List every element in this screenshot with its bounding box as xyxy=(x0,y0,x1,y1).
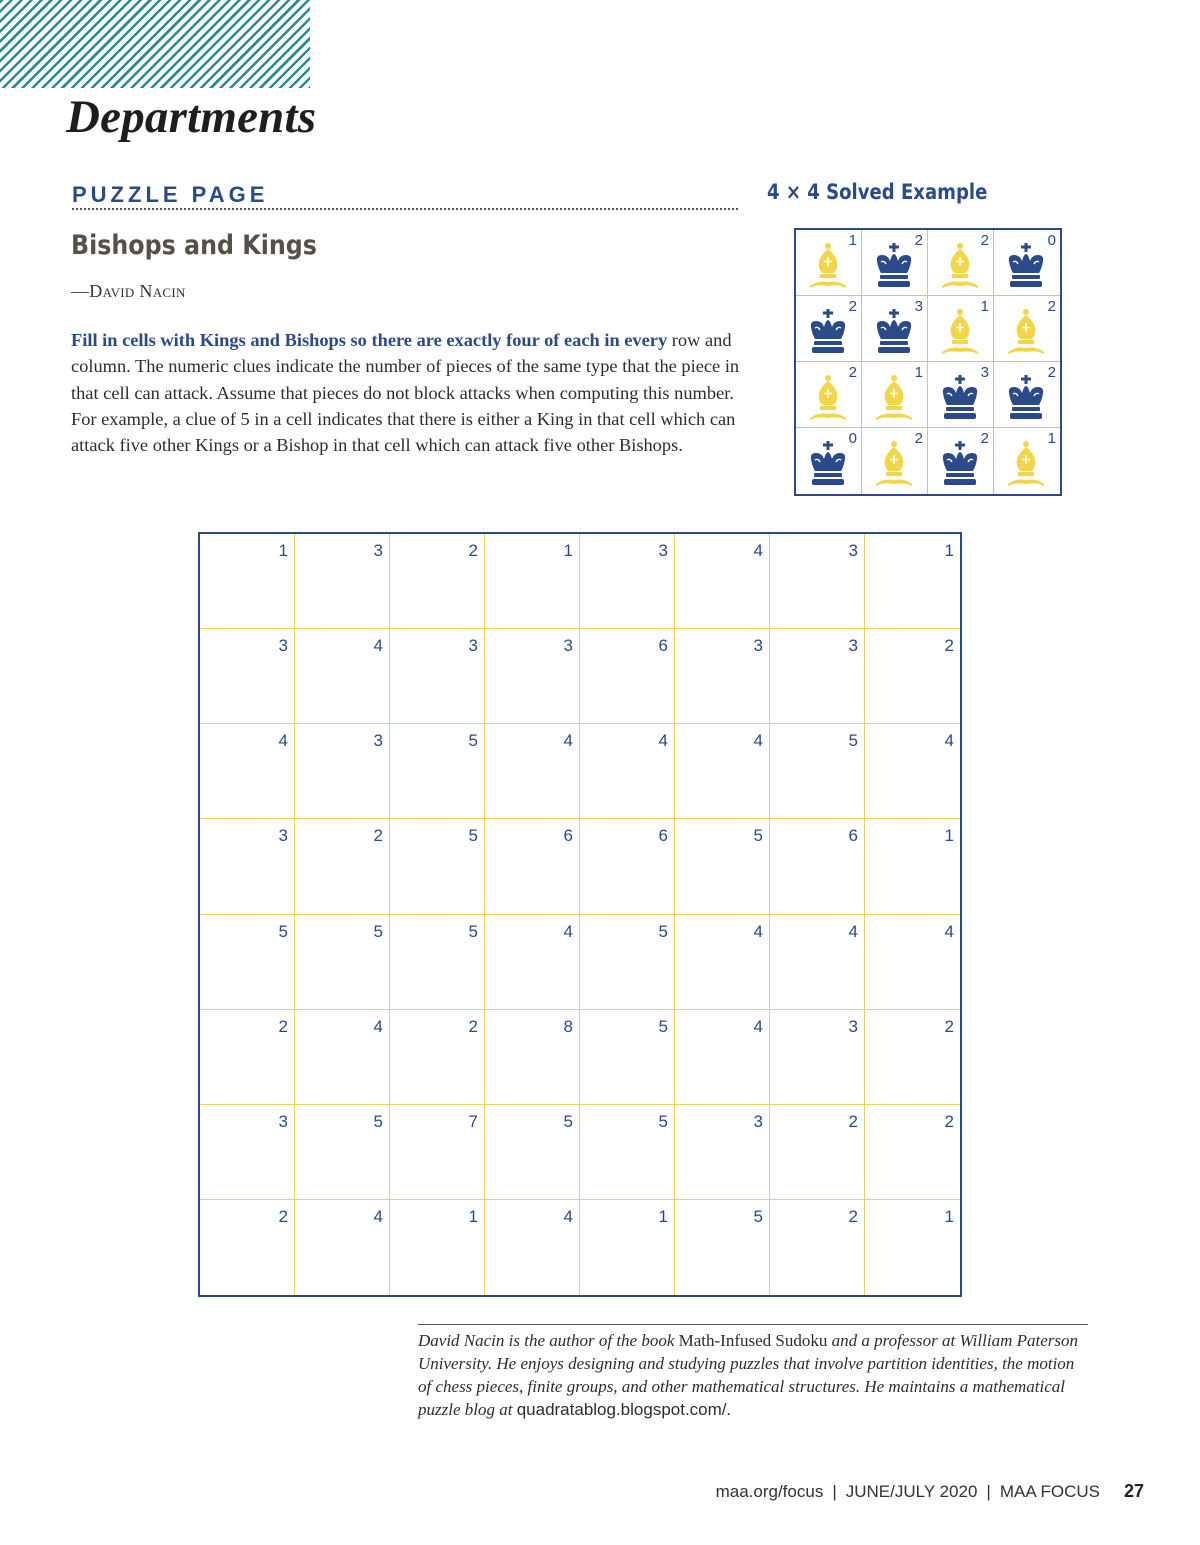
intro-body: row and column. The numeric clues indicate the number of pieces of the same type that the piece in that cell can attack. Assume that pieces do not block attacks when computing this number. For example, a clue of 5 in a cell indicates that there is either a King in that cell which can attack five other Kings or a Bishop in that cell which can attack five other Bishops. xyxy=(71,330,740,456)
puzzle-cell[interactable] xyxy=(295,1200,390,1295)
bio-text-1: David Nacin is the author of the book xyxy=(418,1331,679,1350)
example-clue: 1 xyxy=(980,298,989,315)
puzzle-clue: 1 xyxy=(944,826,954,846)
example-clue: 2 xyxy=(980,430,989,447)
puzzle-clue: 2 xyxy=(278,1206,288,1226)
puzzle-cell[interactable] xyxy=(485,629,580,724)
puzzle-clue: 2 xyxy=(468,541,478,560)
puzzle-clue: 2 xyxy=(468,1016,478,1036)
king-icon xyxy=(872,308,916,356)
puzzle-cell[interactable] xyxy=(485,1200,580,1295)
bishop-icon xyxy=(872,440,916,488)
puzzle-clue: 4 xyxy=(753,541,763,560)
puzzle-clue: 5 xyxy=(563,1111,573,1131)
puzzle-clue: 2 xyxy=(278,1016,288,1036)
puzzle-cell[interactable] xyxy=(675,1200,770,1295)
puzzle-cell[interactable] xyxy=(865,819,960,914)
puzzle-cell[interactable] xyxy=(865,915,960,1010)
puzzle-clue: 2 xyxy=(848,1206,858,1226)
example-title: 4 × 4 Solved Example xyxy=(767,180,988,204)
puzzle-cell[interactable] xyxy=(390,629,485,724)
puzzle-clue: 2 xyxy=(944,1016,954,1036)
puzzle-cell[interactable] xyxy=(675,534,770,629)
footer-site[interactable]: maa.org/focus xyxy=(715,1481,824,1501)
puzzle-clue: 3 xyxy=(373,731,383,751)
example-clue: 2 xyxy=(848,298,857,315)
bio-text-2: and a professor at William Paterson University. He enjoys designing and studying puzzles that involve partition identities, the motion of chess pieces, finite groups, and other mathematical structures. He maintains a mathematical puzzle blog at xyxy=(418,1331,1078,1419)
puzzle-clue: 4 xyxy=(658,731,668,751)
puzzle-clue: 3 xyxy=(848,636,858,656)
puzzle-clue: 5 xyxy=(658,1016,668,1036)
intro-lead: Fill in cells with Kings and Bishops so there are exactly four of each in every xyxy=(71,330,668,350)
footer-magazine: MAA FOCUS xyxy=(999,1481,1100,1501)
example-cell xyxy=(994,296,1060,362)
puzzle-cell[interactable] xyxy=(485,1010,580,1105)
puzzle-cell[interactable] xyxy=(865,724,960,819)
puzzle-clue: 3 xyxy=(658,541,668,560)
puzzle-cell[interactable] xyxy=(675,915,770,1010)
byline: —David Nacin xyxy=(71,281,186,301)
puzzle-clue: 4 xyxy=(278,731,288,751)
puzzle-clue: 1 xyxy=(658,1206,668,1226)
puzzle-clue: 2 xyxy=(944,1111,954,1131)
king-icon xyxy=(938,440,982,488)
king-icon xyxy=(806,440,850,488)
puzzle-cell[interactable] xyxy=(770,915,865,1010)
puzzle-clue: 5 xyxy=(753,1206,763,1226)
example-clue: 3 xyxy=(980,364,989,381)
puzzle-clue: 5 xyxy=(468,731,478,751)
example-clue: 2 xyxy=(914,232,923,249)
footer-date: JUNE/JULY 2020 xyxy=(845,1481,978,1501)
puzzle-clue: 7 xyxy=(468,1111,478,1131)
puzzle-cell[interactable] xyxy=(770,724,865,819)
puzzle-cell[interactable] xyxy=(485,819,580,914)
puzzle-cell[interactable] xyxy=(295,819,390,914)
puzzle-clue: 5 xyxy=(658,1111,668,1131)
example-cell xyxy=(862,296,928,362)
puzzle-clue: 4 xyxy=(563,731,573,751)
puzzle-cell[interactable] xyxy=(770,534,865,629)
puzzle-cell[interactable] xyxy=(295,915,390,1010)
example-clue: 3 xyxy=(914,298,923,315)
puzzle-clue: 5 xyxy=(278,921,288,941)
bishop-icon xyxy=(1004,440,1048,488)
king-icon xyxy=(872,242,916,290)
example-cell xyxy=(796,362,862,428)
puzzle-cell[interactable] xyxy=(580,1200,675,1295)
puzzle-clue: 6 xyxy=(563,826,573,846)
puzzle-cell[interactable] xyxy=(865,1200,960,1295)
puzzle-cell[interactable] xyxy=(675,1010,770,1105)
bio-end: . xyxy=(726,1400,731,1419)
example-cell xyxy=(928,428,994,494)
example-cell xyxy=(862,428,928,494)
bishop-icon xyxy=(872,374,916,422)
article-title: Bishops and Kings xyxy=(71,230,317,261)
puzzle-clue: 2 xyxy=(373,826,383,846)
section-label: PUZZLE PAGE xyxy=(72,182,738,210)
puzzle-clue: 5 xyxy=(753,826,763,846)
example-clue: 0 xyxy=(1047,232,1056,249)
puzzle-clue: 3 xyxy=(848,1016,858,1036)
puzzle-cell[interactable] xyxy=(200,1200,295,1295)
puzzle-clue: 5 xyxy=(658,921,668,941)
puzzle-cell[interactable] xyxy=(865,534,960,629)
puzzle-clue: 3 xyxy=(563,636,573,656)
puzzle-cell[interactable] xyxy=(200,1010,295,1105)
puzzle-cell[interactable] xyxy=(865,1105,960,1200)
example-cell xyxy=(796,296,862,362)
puzzle-clue: 4 xyxy=(373,636,383,656)
king-icon xyxy=(938,374,982,422)
puzzle-clue: 5 xyxy=(848,731,858,751)
puzzle-clue: 2 xyxy=(848,1111,858,1131)
example-clue: 1 xyxy=(1047,430,1056,447)
king-icon xyxy=(1004,242,1048,290)
puzzle-cell[interactable] xyxy=(200,819,295,914)
example-cell xyxy=(862,230,928,296)
author-bio xyxy=(418,1324,1088,1421)
puzzle-cell[interactable] xyxy=(390,1010,485,1105)
puzzle-cell[interactable] xyxy=(675,629,770,724)
puzzle-cell[interactable] xyxy=(770,629,865,724)
puzzle-cell[interactable] xyxy=(865,1010,960,1105)
example-clue: 2 xyxy=(980,232,989,249)
puzzle-cell[interactable] xyxy=(675,1105,770,1200)
puzzle-cell[interactable] xyxy=(390,1200,485,1295)
puzzle-cell[interactable] xyxy=(580,915,675,1010)
puzzle-cell[interactable] xyxy=(770,819,865,914)
puzzle-cell[interactable] xyxy=(485,534,580,629)
example-clue: 1 xyxy=(848,232,857,249)
puzzle-clue: 3 xyxy=(278,826,288,846)
puzzle-clue: 3 xyxy=(753,1111,763,1131)
puzzle-clue: 2 xyxy=(944,636,954,656)
puzzle-clue: 3 xyxy=(278,636,288,656)
example-cell xyxy=(994,362,1060,428)
puzzle-cell[interactable] xyxy=(485,915,580,1010)
bishop-icon xyxy=(806,242,850,290)
example-clue: 2 xyxy=(1047,298,1056,315)
puzzle-cell[interactable] xyxy=(390,534,485,629)
puzzle-clue: 4 xyxy=(848,921,858,941)
puzzle-cell[interactable] xyxy=(485,724,580,819)
puzzle-clue: 4 xyxy=(944,921,954,941)
puzzle-clue: 1 xyxy=(944,1206,954,1226)
puzzle-cell[interactable] xyxy=(295,1105,390,1200)
example-cell xyxy=(928,362,994,428)
bio-blog-link[interactable]: quadratablog.blogspot.com/ xyxy=(516,1400,727,1419)
puzzle-cell[interactable] xyxy=(390,724,485,819)
example-cell xyxy=(796,428,862,494)
puzzle-clue: 3 xyxy=(278,1111,288,1131)
king-icon xyxy=(1004,374,1048,422)
puzzle-clue: 4 xyxy=(563,921,573,941)
puzzle-cell[interactable] xyxy=(200,629,295,724)
intro-paragraph xyxy=(71,327,751,458)
puzzle-clue: 3 xyxy=(373,541,383,560)
puzzle-clue: 1 xyxy=(944,541,954,560)
puzzle-cell[interactable] xyxy=(580,819,675,914)
puzzle-clue: 1 xyxy=(563,541,573,560)
puzzle-clue: 6 xyxy=(848,826,858,846)
puzzle-clue: 5 xyxy=(468,921,478,941)
puzzle-clue: 8 xyxy=(563,1016,573,1036)
bishop-icon xyxy=(938,308,982,356)
puzzle-cell[interactable] xyxy=(580,629,675,724)
example-cell xyxy=(994,428,1060,494)
example-clue: 2 xyxy=(848,364,857,381)
puzzle-clue: 5 xyxy=(468,826,478,846)
page-footer xyxy=(716,1481,1144,1502)
puzzle-cell[interactable] xyxy=(295,534,390,629)
example-grid xyxy=(794,228,1062,496)
bio-book-title: Math-Infused Sudoku xyxy=(678,1331,828,1350)
puzzle-cell[interactable] xyxy=(580,724,675,819)
puzzle-clue: 4 xyxy=(944,731,954,751)
puzzle-clue: 3 xyxy=(848,541,858,560)
example-cell xyxy=(928,296,994,362)
puzzle-cell[interactable] xyxy=(675,819,770,914)
puzzle-cell[interactable] xyxy=(770,1105,865,1200)
example-cell xyxy=(796,230,862,296)
puzzle-clue: 5 xyxy=(373,921,383,941)
puzzle-clue: 5 xyxy=(373,1111,383,1131)
puzzle-clue: 1 xyxy=(278,541,288,560)
puzzle-clue: 6 xyxy=(658,636,668,656)
puzzle-clue: 4 xyxy=(563,1206,573,1226)
puzzle-cell[interactable] xyxy=(200,915,295,1010)
example-clue: 1 xyxy=(914,364,923,381)
bishop-icon xyxy=(1004,308,1048,356)
example-cell xyxy=(862,362,928,428)
puzzle-cell[interactable] xyxy=(865,629,960,724)
puzzle-cell[interactable] xyxy=(580,1010,675,1105)
puzzle-cell[interactable] xyxy=(675,724,770,819)
puzzle-clue: 3 xyxy=(468,636,478,656)
king-icon xyxy=(806,308,850,356)
footer-separator: | xyxy=(986,1481,991,1501)
puzzle-cell[interactable] xyxy=(390,915,485,1010)
puzzle-clue: 4 xyxy=(373,1206,383,1226)
puzzle-cell[interactable] xyxy=(200,724,295,819)
department-heading: Departments xyxy=(66,91,317,143)
puzzle-clue: 4 xyxy=(753,1016,763,1036)
puzzle-clue: 6 xyxy=(658,826,668,846)
footer-separator: | xyxy=(832,1481,837,1501)
puzzle-cell[interactable] xyxy=(485,1105,580,1200)
puzzle-cell[interactable] xyxy=(770,1200,865,1295)
puzzle-cell[interactable] xyxy=(390,819,485,914)
bishop-icon xyxy=(806,374,850,422)
puzzle-clue: 3 xyxy=(753,636,763,656)
puzzle-cell[interactable] xyxy=(200,1105,295,1200)
puzzle-grid xyxy=(198,532,962,1297)
example-cell xyxy=(928,230,994,296)
puzzle-cell[interactable] xyxy=(200,534,295,629)
puzzle-cell[interactable] xyxy=(770,1010,865,1105)
puzzle-cell[interactable] xyxy=(580,1105,675,1200)
page-number: 27 xyxy=(1123,1481,1144,1501)
example-clue: 0 xyxy=(848,430,857,447)
bishop-icon xyxy=(938,242,982,290)
puzzle-cell[interactable] xyxy=(390,1105,485,1200)
example-clue: 2 xyxy=(1047,364,1056,381)
puzzle-clue: 4 xyxy=(753,731,763,751)
example-cell xyxy=(994,230,1060,296)
puzzle-clue: 4 xyxy=(373,1016,383,1036)
puzzle-cell[interactable] xyxy=(295,724,390,819)
puzzle-clue: 4 xyxy=(753,921,763,941)
puzzle-cell[interactable] xyxy=(580,534,675,629)
puzzle-clue: 1 xyxy=(468,1206,478,1226)
puzzle-cell[interactable] xyxy=(295,1010,390,1105)
header-hatch-decoration xyxy=(0,0,310,88)
example-clue: 2 xyxy=(914,430,923,447)
puzzle-cell[interactable] xyxy=(295,629,390,724)
